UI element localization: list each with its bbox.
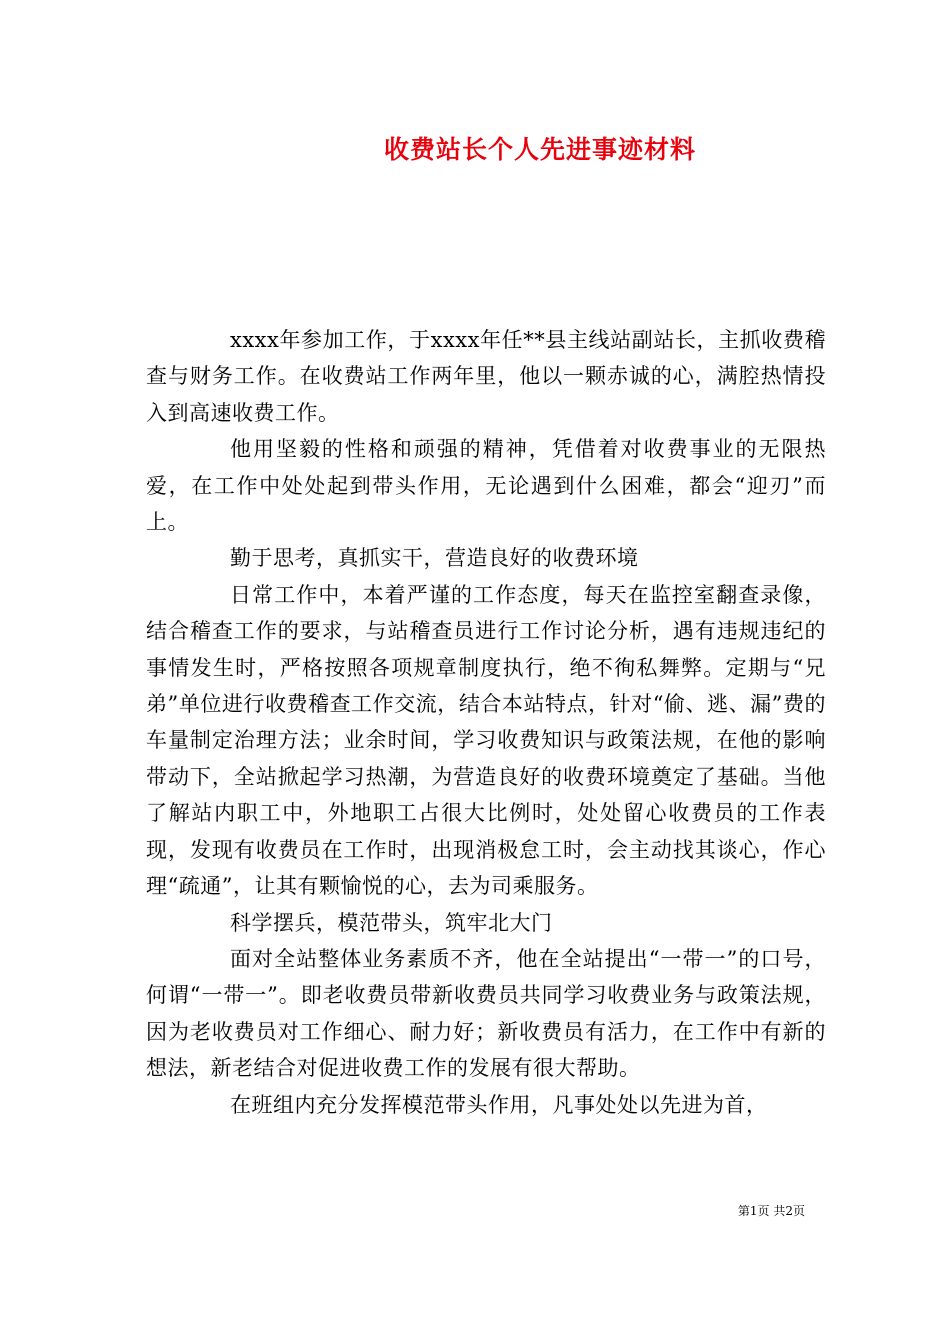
paragraph-daily-work: 日常工作中，本着严谨的工作态度，每天在监控室翻查录像，结合稽查工作的要求，与站稽查员进行工作讨论分析，遇有违规违纪的事情发生时，严格按照各项规章制度执行，绝不徇私舞弊。定期与“兄弟”单位进行收费稽查工作交流，结合本站特点，针对“偷、逃、漏”费的车量制定治理方法；业余时间，学习收费知识与政策法规，在他的影响带动下，全站掀起学习热潮，为营造良好的收费环境奠定了基础。当他了解站内职工中，外地职工占很大比例时，处处留心收费员的工作表现，发现有收费员在工作时，出现消极怠工时，会主动找其谈心，作心理“疏通”，让其有颗愉悦的心，去为司乘服务。 bbox=[146, 582, 826, 899]
paragraph-intro: xxxx年参加工作，于xxxx年任**县主线站副站长，主抓收费稽查与财务工作。在收费站工作两年里，他以一颗赤诚的心，满腔热情投入到高速收费工作。 bbox=[146, 328, 826, 425]
paragraph-character: 他用坚毅的性格和顽强的精神，凭借着对收费事业的无限热爱，在工作中处处起到带头作用，无论遇到什么困难，都会“迎刃”而上。 bbox=[146, 437, 826, 535]
page-number-footer: 第1页 共2页 bbox=[737, 1204, 805, 1218]
section-heading-deployment: 科学摆兵，模范带头，筑牢北大门 bbox=[230, 910, 553, 935]
paragraph-team-leadership: 在班组内充分发挥模范带头作用，凡事处处以先进为首， bbox=[230, 1092, 768, 1117]
section-heading-environment: 勤于思考，真抓实干，营造良好的收费环境 bbox=[230, 546, 639, 571]
document-title: 收费站长个人先进事迹材料 bbox=[383, 135, 696, 164]
document-body bbox=[146, 322, 826, 1123]
paragraph-mentoring: 面对全站整体业务素质不齐，他在全站提出“一带一”的口号，何谓“一带一”。即老收费员带新收费员共同学习收费业务与政策法规，因为老收费员对工作细心、耐力好；新收费员有活力，在工作中有新的想法，新老结合对促进收费工作的发展有很大帮助。 bbox=[146, 946, 826, 1081]
